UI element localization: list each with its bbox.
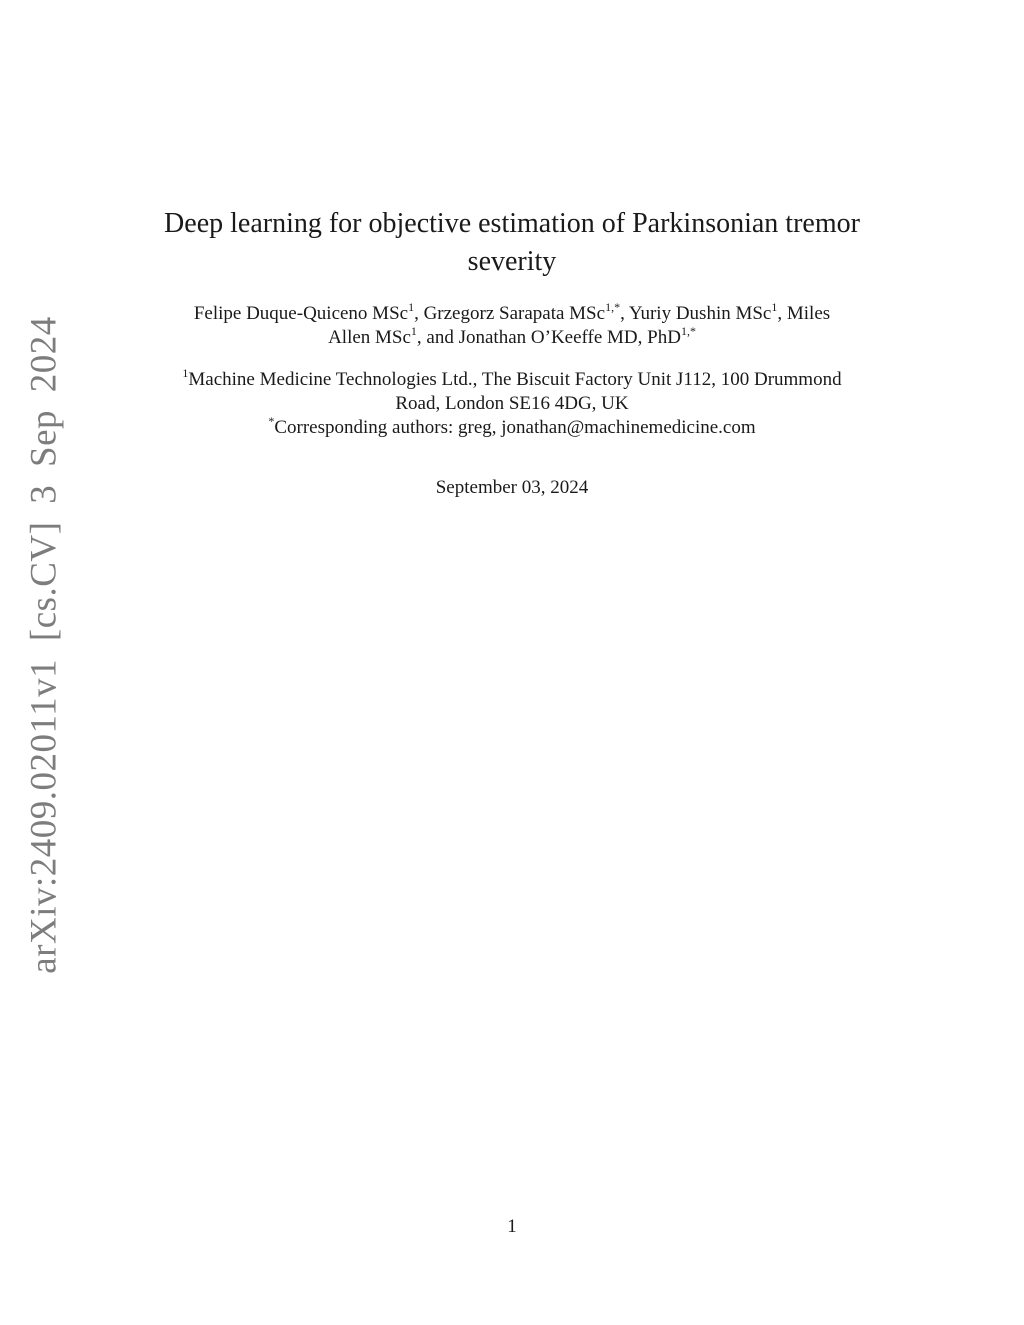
author-name: Felipe Duque-Quiceno MSc bbox=[193, 303, 409, 324]
affiliation-block bbox=[120, 365, 904, 440]
affiliation-marker: 1,* bbox=[680, 323, 696, 338]
author-name: , Miles bbox=[777, 303, 831, 324]
affiliation-marker: 1 bbox=[408, 299, 415, 314]
author-line-2 bbox=[140, 323, 884, 350]
author-name: , and Jonathan O’Keeffe MD, PhD bbox=[416, 327, 681, 348]
title-line-2: severity bbox=[467, 246, 557, 277]
paper-title bbox=[140, 205, 884, 281]
publication-date: September 03, 2024 bbox=[435, 477, 589, 498]
author-name: Allen MSc bbox=[328, 327, 411, 348]
author-list bbox=[140, 299, 884, 350]
title-block bbox=[140, 205, 884, 281]
author-name: , Grzegorz Sarapata MSc bbox=[414, 303, 606, 324]
affiliation-marker: 1 bbox=[410, 323, 417, 338]
arxiv-identifier: arXiv:2409.02011v1 [cs.CV] 3 Sep 2024 bbox=[23, 316, 65, 974]
corresponding-marker: * bbox=[268, 413, 275, 428]
author-name: , Yuriy Dushin MSc bbox=[620, 303, 772, 324]
title-line-1: Deep learning for objective estimation of Parkinsonian tremor bbox=[164, 208, 860, 239]
affiliation-line-2: Road, London SE16 4DG, UK bbox=[395, 393, 629, 414]
affiliation-marker: 1,* bbox=[605, 299, 621, 314]
affiliation-text: Machine Medicine Technologies Ltd., The Biscuit Factory Unit J112, 100 Drummond bbox=[188, 369, 842, 390]
affiliation-marker: 1 bbox=[182, 365, 189, 380]
corresponding-text: Corresponding authors: greg, jonathan@machinemedicine.com bbox=[274, 417, 756, 438]
affiliation-marker: 1 bbox=[771, 299, 778, 314]
author-line-1 bbox=[140, 299, 884, 326]
corresponding-authors bbox=[120, 413, 904, 440]
page-number: 1 bbox=[507, 1216, 517, 1237]
affiliation-line-1 bbox=[120, 365, 904, 392]
